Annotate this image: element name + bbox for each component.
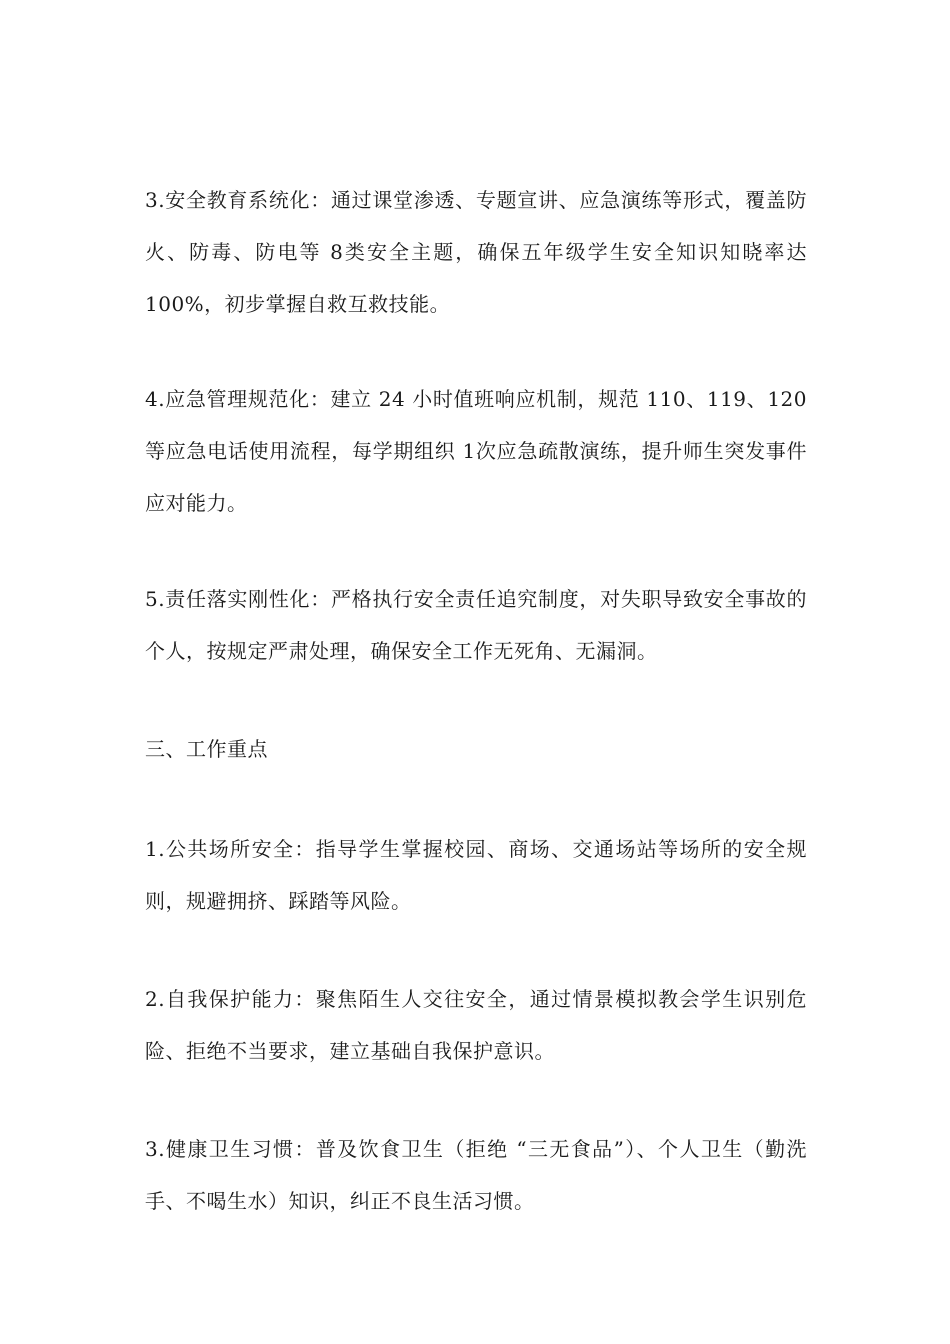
- paragraph-self-protection: 2.自我保护能力：聚焦陌生人交往安全，通过情景模拟教会学生识别危险、拒绝不当要求，建立基础自我保护意识。: [145, 987, 807, 1063]
- paragraph-public-places: 1.公共场所安全：指导学生掌握校园、商场、交通场站等场所的安全规则，规避拥挤、踩踏等风险。: [145, 837, 807, 913]
- paragraph-health-hygiene: 3.健康卫生习惯：普及饮食卫生（拒绝 “三无食品”）、个人卫生（勤洗手、不喝生水）知识，纠正不良生活习惯。: [145, 1137, 807, 1213]
- section-heading-work-focus: 三、工作重点: [145, 737, 268, 761]
- paragraph-emergency-management: 4.应急管理规范化：建立 24 小时值班响应机制，规范 110、119、120等应急电话使用流程，每学期组织 1次应急疏散演练，提升师生突发事件应对能力。: [145, 387, 807, 515]
- paragraph-responsibility: 5.责任落实刚性化：严格执行安全责任追究制度，对失职导致安全事故的个人，按规定严肃处理，确保安全工作无死角、无漏洞。: [145, 587, 807, 663]
- paragraph-safety-education: 3.安全教育系统化：通过课堂渗透、专题宣讲、应急演练等形式，覆盖防火、防毒、防电等 8类安全主题，确保五年级学生安全知识知晓率达 100%，初步掌握自救互救技能。: [145, 188, 807, 316]
